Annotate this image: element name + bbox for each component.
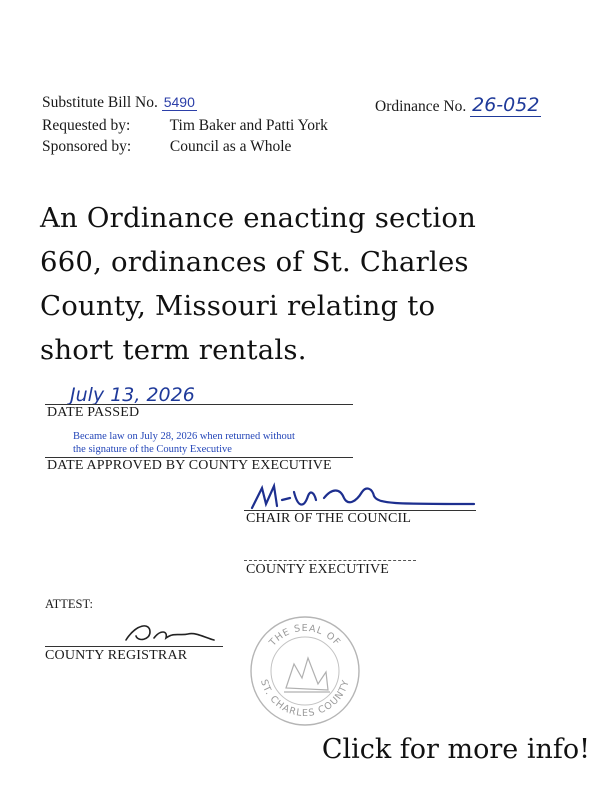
sponsored-by-row xyxy=(42,138,291,156)
bill-label: Substitute Bill No. xyxy=(42,94,158,111)
chair-label: CHAIR OF THE COUNCIL xyxy=(246,511,412,526)
county-exec-label: COUNTY EXECUTIVE xyxy=(246,562,390,577)
requested-value: Tim Baker and Patti York xyxy=(169,117,328,134)
seal-top-text: THE SEAL OF xyxy=(267,622,343,649)
more-info-link[interactable]: Click for more info! xyxy=(321,734,590,765)
registrar-label: COUNTY REGISTRAR xyxy=(45,648,188,663)
requested-label: Requested by: xyxy=(42,117,131,134)
svg-text:THE SEAL OF xyxy=(267,623,343,649)
sponsored-label: Sponsored by: xyxy=(42,138,132,155)
svg-text:ST. CHARLES COUNTY xyxy=(258,678,352,719)
registrar-signature xyxy=(110,618,220,648)
date-passed-label: DATE PASSED xyxy=(47,405,140,420)
title-line: An Ordinance enacting section xyxy=(40,202,477,234)
note-line: the signature of the County Executive xyxy=(73,444,232,455)
bill-number-row xyxy=(42,94,197,112)
date-approved-label: DATE APPROVED BY COUNTY EXECUTIVE xyxy=(47,458,332,473)
date-passed-handwritten: July 13, 2026 xyxy=(70,384,195,406)
county-exec-line xyxy=(244,560,416,561)
ordinance-title xyxy=(40,196,580,372)
requested-by-row xyxy=(42,117,328,135)
registrar-line xyxy=(45,646,223,647)
title-line: short term rentals. xyxy=(40,334,307,366)
ordinance-label: Ordinance No. xyxy=(375,98,467,115)
seal-bottom-text: ST. CHARLES COUNTY xyxy=(258,678,352,720)
title-line: 660, ordinances of St. Charles xyxy=(40,246,469,278)
note-line: Became law on July 28, 2026 when returned without xyxy=(73,431,295,442)
ordinance-number-row xyxy=(375,94,541,116)
ordinance-number: 26-052 xyxy=(472,94,540,116)
bill-number: 5490 xyxy=(163,94,195,110)
attest-label: ATTEST: xyxy=(45,597,93,611)
chair-signature xyxy=(244,478,484,514)
sponsored-value: Council as a Whole xyxy=(169,138,292,155)
county-seal xyxy=(248,614,362,728)
title-line: County, Missouri relating to xyxy=(40,290,436,322)
became-law-note xyxy=(73,430,295,456)
